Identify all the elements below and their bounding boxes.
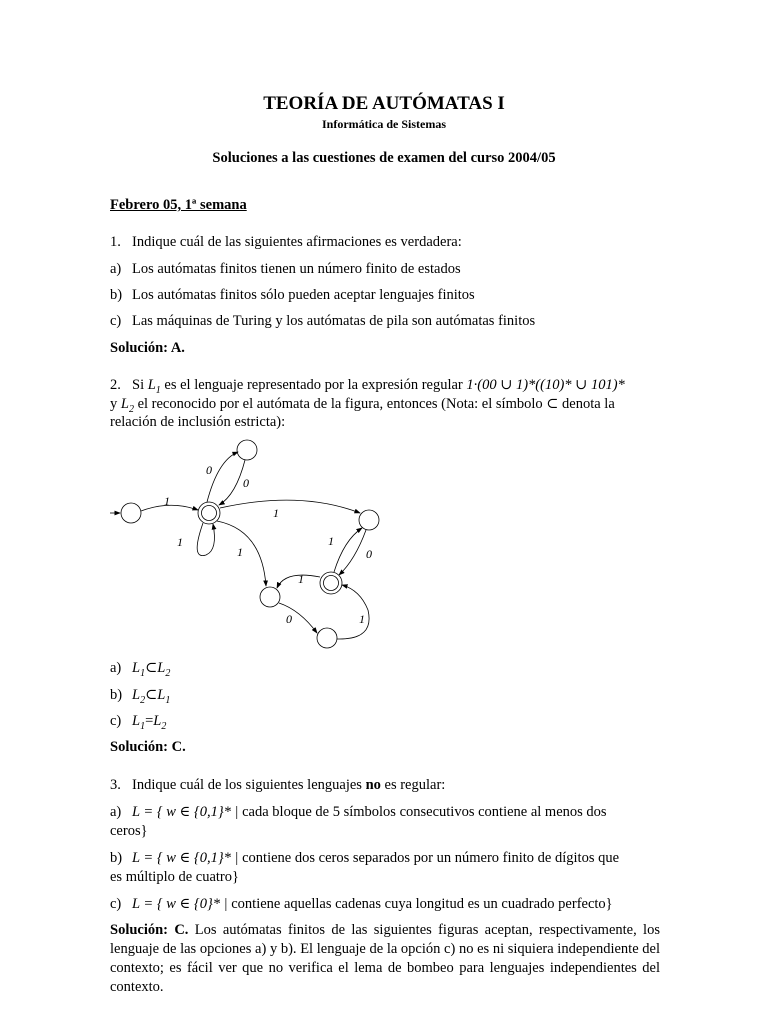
q2-line-2: y $L_2$ el reconocido por el autómata de la figura, entonces (Nota: el símbolo ⊂ denota la [110,396,615,415]
q3-option-a-cont: ceros} [110,823,148,839]
label-r-1: 1 [328,534,334,548]
q3-option-b: b) L = { w ∈ {0,1}* | contiene dos ceros separados por un número finito de dígitos que [110,850,620,866]
state-bottom [317,628,337,648]
q3-solution: Solución: C. Los autómatas finitos de las siguientes figuras aceptan, respectivamente, los lenguaje de las opciones a) y b). El lenguaje de la opción c) no es ni siquiera independiente del contexto; es fácil ver que no verifica el lema de bombeo para lenguajes independientes del contexto. [110,922,660,995]
label-start-1: 1 [164,494,170,508]
label-bot-1: 1 [359,612,365,626]
edge-top-main [219,460,245,505]
q1-option-b: b) Los autómatas finitos sólo pueden aceptar lenguajes finitos [110,287,475,303]
q1-number: 1. [110,234,121,250]
q2-line-1: 2. Si $L_1$ es el lenguaje representado por la expresión regular 1·(00 ∪ 1)*((10)* ∪ 101)* [110,377,625,396]
q3-question: 3. Indique cuál de los siguientes lenguajes no es regular: [110,777,446,793]
state-mid [260,587,280,607]
label-bot-0: 0 [286,612,292,626]
q3-option-c: c) L = { w ∈ {0}* | contiene aquellas cadenas cuya longitud es un cuadrado perfecto} [110,896,613,912]
edge-main-right [220,500,360,513]
q3-option-b-cont: es múltiplo de cuatro} [110,869,239,885]
label-mid-1: 1 [298,572,304,586]
state-right [359,510,379,530]
q2-line-3: relación de inclusión estricta): [110,414,286,430]
q2-option-c: c) $L_1=L_2$ [110,713,167,732]
label-right-1: 1 [273,506,279,520]
document-heading: Soluciones a las cuestiones de examen del curso 2004/05 [212,150,556,166]
edge-main-top [207,452,238,502]
q2-option-b: b) $L_2\subset L_1$ [110,687,171,706]
label-down-1: 1 [237,545,243,559]
edge-mid-bottom [279,603,317,633]
automaton-diagram [100,430,400,655]
page-title: TEORÍA DE AUTÓMATAS I [263,93,505,114]
state-top [237,440,257,460]
page-subtitle: Informática de Sistemas [322,117,446,131]
edge-main-loop [197,523,214,556]
label-r-0: 0 [366,547,372,561]
state-start [121,503,141,523]
q1-solution: Solución: A. [110,340,185,356]
label-up-0b: 0 [243,476,249,490]
q1-option-a: a) Los autómatas finitos tienen un número finito de estados [110,261,461,277]
q1-text: Indique cuál de las siguientes afirmaciones es verdadera: [132,234,462,250]
q2-regex: 1·(00 ∪ 1)*((10)* ∪ 101)* [466,377,625,393]
section-heading: Febrero 05, 1ª semana [110,197,247,213]
label-loop-1: 1 [177,535,183,549]
q1-question [110,234,462,251]
q2-option-a: a) $L_1\subset L_2$ [110,660,171,679]
q1-option-c: c) Las máquinas de Turing y los autómatas de pila son autómatas finitos [110,313,536,329]
q2-solution: Solución: C. [110,739,186,755]
q3-option-a: a) L = { w ∈ {0,1}* | cada bloque de 5 símbolos consecutivos contiene al menos dos [110,804,607,820]
label-up-0a: 0 [206,463,212,477]
